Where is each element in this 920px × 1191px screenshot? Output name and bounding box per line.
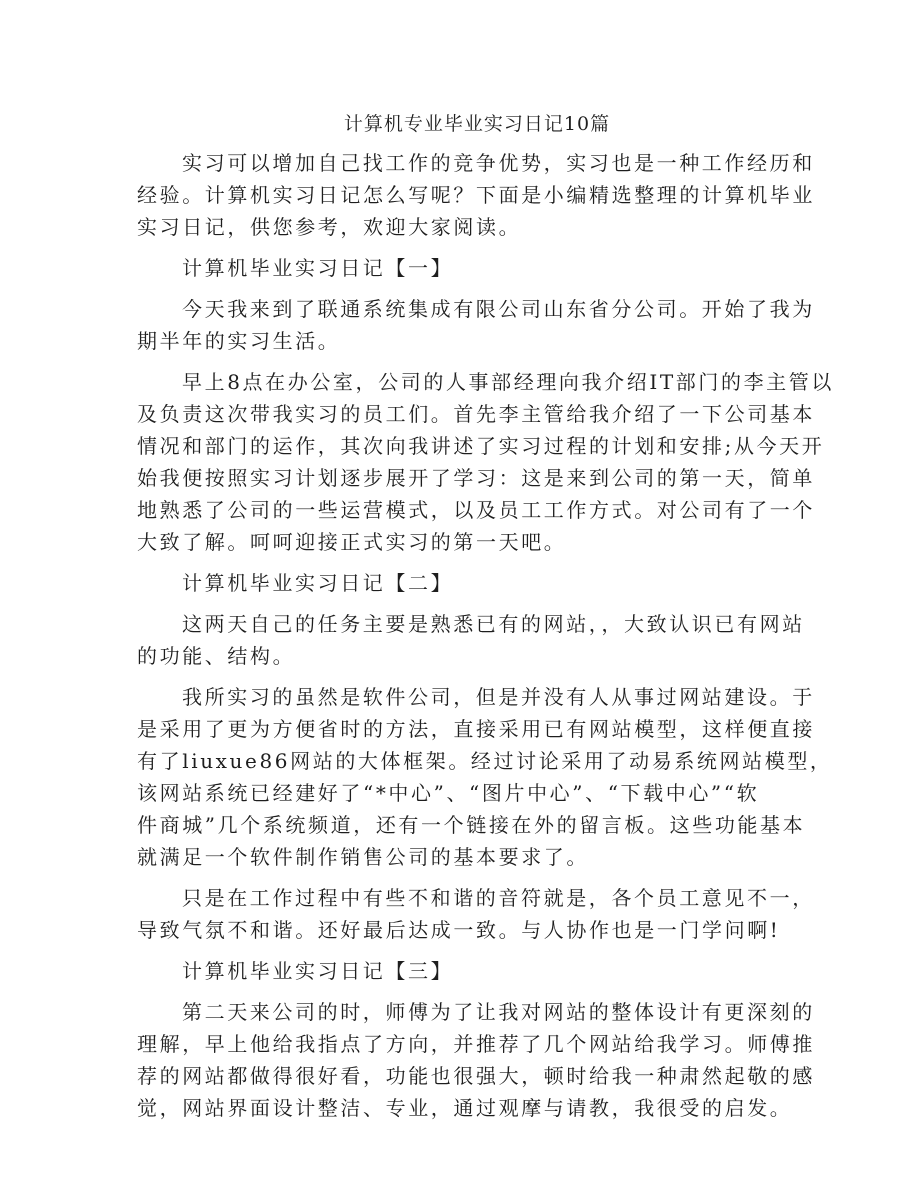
paragraph-line: 导致气氛不和谐。还好最后达成一致。与人协作也是一门学问啊! bbox=[137, 918, 781, 942]
paragraph-line: 地熟悉了公司的一些运营模式，以及员工工作方式。对公司有了一个 bbox=[137, 498, 815, 522]
paragraph-line: 第二天来公司的时，师傅为了让我对网站的整体设计有更深刻的 bbox=[182, 1000, 815, 1024]
paragraph-line: 早上8点在办公室，公司的人事部经理向我介绍IT部门的李主管以 bbox=[182, 370, 834, 394]
paragraph-line: 大致了解。呵呵迎接正式实习的第一天吧。 bbox=[137, 530, 567, 554]
paragraph-line: 始我便按照实习计划逐步展开了学习：这是来到公司的第一天，简单 bbox=[137, 466, 815, 490]
paragraph-line: 及负责这次带我实习的员工们。首先李主管给我介绍了一下公司基本 bbox=[137, 402, 815, 426]
document-body bbox=[137, 147, 834, 1124]
paragraph-line: 件商城”几个系统频道，还有一个链接在外的留言板。这些功能基本 bbox=[137, 813, 806, 837]
paragraph-line: 只是在工作过程中有些不和谐的音符就是，各个员工意见不一， bbox=[182, 886, 815, 910]
paragraph-line: 是采用了更为方便省时的方法，直接采用已有网站模型，这样便直接 bbox=[137, 717, 815, 741]
document-page bbox=[137, 108, 834, 1133]
paragraph bbox=[137, 882, 815, 946]
paragraph bbox=[137, 996, 815, 1124]
paragraph bbox=[137, 147, 815, 243]
paragraph-line: 期半年的实习生活。 bbox=[137, 329, 341, 353]
document-title: 计算机专业毕业实习日记10篇 bbox=[343, 113, 611, 135]
paragraph-line: 今天我来到了联通系统集成有限公司山东省分公司。开始了我为 bbox=[182, 297, 815, 321]
paragraph-line: 实习日记，供您参考，欢迎大家阅读。 bbox=[137, 215, 522, 239]
paragraph bbox=[137, 681, 833, 873]
paragraph-line: 经验。计算机实习日记怎么写呢？下面是小编精选整理的计算机毕业 bbox=[137, 183, 815, 207]
paragraph-line: 荐的网站都做得很好看，功能也很强大，顿时给我一种肃然起敬的感 bbox=[137, 1064, 815, 1088]
paragraph bbox=[137, 608, 805, 672]
paragraph-line: 我所实习的虽然是软件公司，但是并没有人从事过网站建设。于 bbox=[182, 685, 815, 709]
paragraph bbox=[137, 366, 834, 558]
paragraph-line: 实习可以增加自己找工作的竞争优势，实习也是一种工作经历和 bbox=[182, 151, 815, 175]
paragraph-line: 就满足一个软件制作销售公司的基本要求了。 bbox=[137, 845, 589, 869]
paragraph-line: 情况和部门的运作，其次向我讲述了实习过程的计划和安排;从今天开 bbox=[137, 434, 825, 458]
section-heading: 计算机毕业实习日记【一】 bbox=[182, 256, 454, 280]
paragraph-line: 理解，早上他给我指点了方向，并推荐了几个网站给我学习。师傅推 bbox=[137, 1032, 815, 1056]
paragraph-line: 该网站系统已经建好了“*中心”、“图片中心”、“下载中心”“软 bbox=[137, 781, 760, 805]
paragraph-line: 觉，网站界面设计整洁、专业，通过观摩与请教，我很受的启发。 bbox=[137, 1096, 793, 1120]
paragraph-line: 的功能、结构。 bbox=[137, 644, 296, 668]
paragraph-line: 有了liuxue86网站的大体框架。经过讨论采用了动易系统网站模型， bbox=[137, 749, 833, 773]
paragraph bbox=[137, 293, 815, 357]
section-heading: 计算机毕业实习日记【三】 bbox=[182, 959, 454, 983]
section-heading: 计算机毕业实习日记【二】 bbox=[182, 571, 454, 595]
paragraph-line: 这两天自己的任务主要是熟悉已有的网站，，大致认识已有网站 bbox=[182, 612, 805, 636]
